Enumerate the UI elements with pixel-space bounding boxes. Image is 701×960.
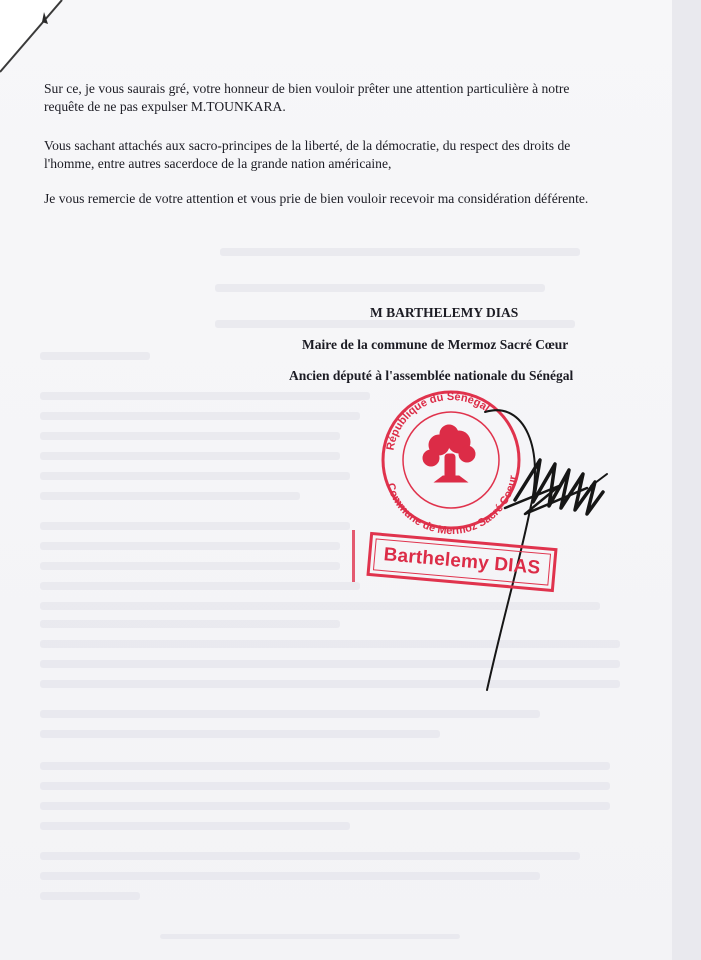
seal-top-text: République du Sénégal bbox=[384, 390, 492, 452]
thanks-paragraph: Je vous remercie de votre attention et vous prie de bien vouloir recevoir ma considération déférente. bbox=[44, 191, 589, 206]
signatory-name: M BARTHELEMY DIAS bbox=[370, 305, 519, 320]
folded-corner bbox=[0, 0, 70, 80]
scan-background-edge bbox=[672, 0, 701, 960]
stamp-edge-mark bbox=[352, 530, 361, 582]
closing-request-paragraph: Sur ce, je vous saurais gré, votre honneur de bien vouloir prêter une attention particulière à notre requête de ne pas expulser M.TOUNKARA. bbox=[44, 81, 570, 114]
seal-bottom-text: Commune de Mermoz Sacré Coeur bbox=[384, 474, 520, 538]
signatory-former-role: Ancien député à l'assemblée nationale du Sénégal bbox=[289, 368, 574, 383]
baobab-emblem-icon bbox=[423, 425, 475, 482]
name-stamp-text: Barthelemy DIAS bbox=[373, 538, 551, 585]
signatory-title: Maire de la commune de Mermoz Sacré Cœur bbox=[302, 337, 569, 352]
values-paragraph: Vous sachant attachés aux sacro-principes de la liberté, de la démocratie, du respect des droits de l'homme, entre autres sacerdoce de la grande nation américaine, bbox=[44, 138, 571, 171]
